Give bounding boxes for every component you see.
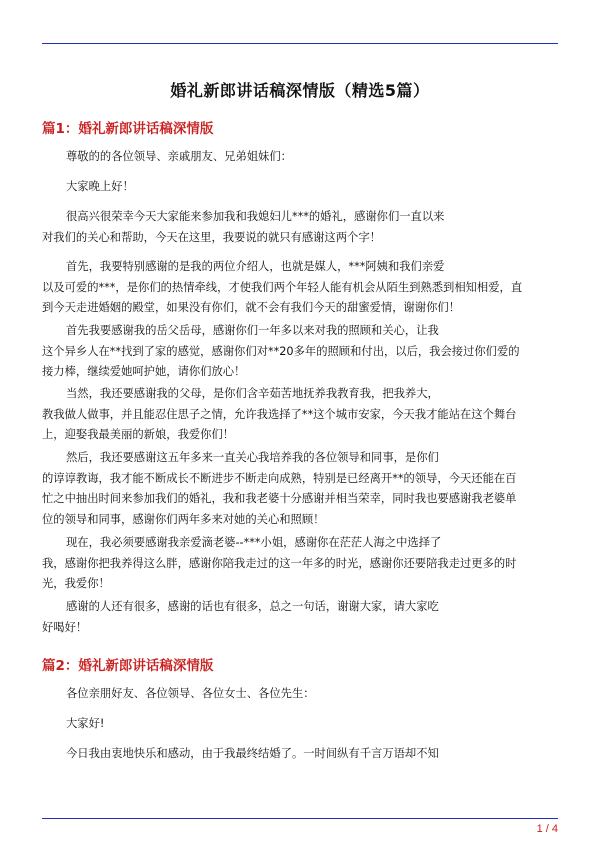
paragraph: [42, 684, 562, 705]
header-rule: [42, 43, 558, 44]
text-line: 各位亲朋好友、各位领导、各位女士、各位先生：: [66, 687, 315, 700]
text-line: 我，感谢你把我养得这么胖，感谢你陪我走过的这一年多的时光，感谢你还要陪我走过更多的时: [42, 556, 517, 570]
text-line: 位的领导和同事，感谢你们两年多来对她的关心和照顾！: [42, 512, 325, 526]
paragraph: [42, 384, 562, 446]
text-line: 到今天走进婚姻的殿堂，如果没有你们，就不会有我们今天的甜蜜爱情，谢谢你们！: [42, 301, 460, 314]
footer-rule: [42, 818, 558, 819]
paragraph: [42, 448, 562, 530]
text-line: 教我做人做事，并且能忍住思子之情，允许我选择了**这个城市安家，今天我才能站在这个舞台: [42, 407, 517, 421]
text-line: 今日我由衷地快乐和感动，由于我最终结婚了。一时间纵有千言万语却不知: [66, 747, 439, 760]
paragraph: [42, 177, 562, 198]
text-line: 首先，我要特别感谢的是我的两位介绍人，也就是媒人，***阿姨和我们亲爱: [66, 260, 445, 273]
text-line: 的谆谆教诲，我才能不断成长不断进步不断走向成熟，特别是已经离开**的领导，今天还能在百: [42, 471, 517, 485]
paragraph: [42, 714, 562, 735]
text-line: 尊敬的的各位领导、亲戚朋友、兄弟姐妹们：: [66, 150, 292, 163]
text-line: 当然，我还要感谢我的父母，是你们含辛茹苦地抚养我教育我，把我养大，: [66, 387, 439, 400]
section-heading-2: 篇2：婚礼新郎讲话稿深情版: [42, 658, 214, 674]
text-line: 大家晚上好！: [66, 180, 134, 193]
page-title: 婚礼新郎讲话稿深情版（精选5篇）: [170, 81, 430, 100]
text-line: 以及可爱的***，是你们的热情牵线，才使我们两个年轻人能有机会从陌生到熟悉到相知相爱，直: [42, 280, 523, 294]
text-line: 接力棒，继续爱她呵护她，请你们放心！: [42, 365, 246, 378]
paragraph: [42, 147, 562, 168]
text-line: 感谢的人还有很多，感谢的话也有很多，总之一句话，谢谢大家，请大家吃: [66, 600, 439, 613]
text-line: 然后，我还要感谢这五年多来一直关心我培养我的各位领导和同事，是你们: [66, 451, 439, 464]
text-line: 大家好!: [66, 717, 105, 730]
text-line: 现在，我必须要感谢我亲爱滴老婆--***小姐，感谢你在茫茫人海之中选择了: [66, 536, 442, 549]
section-heading-1: 篇1：婚礼新郎讲话稿深情版: [42, 121, 214, 137]
text-line: 这个异乡人在**找到了家的感觉，感谢你们对**20多年的照顾和付出，以后，我会接过你们爱的: [42, 344, 520, 358]
paragraph: [42, 744, 562, 765]
text-line: 上，迎娶我最美丽的新娘，我爱你们！: [42, 428, 235, 441]
text-line: 很高兴很荣幸今天大家能来参加我和我媳妇儿***的婚礼，感谢你们一直以来: [66, 210, 445, 223]
paragraph: [42, 533, 562, 595]
paragraph: [42, 207, 562, 248]
text-line: 忙之中抽出时间来参加我们的婚礼，我和我老婆十分感谢并相当荣幸，同时我也要感谢我老婆单: [42, 492, 517, 505]
text-line: 对我们的关心和帮助，今天在这里，我要说的就只有感谢这两个字！: [42, 230, 381, 244]
text-line: 好喝好！: [42, 620, 88, 634]
text-line: 光，我爱你！: [42, 577, 110, 590]
text-line: 首先我要感谢我的岳父岳母，感谢你们一年多以来对我的照顾和关心，让我: [66, 324, 439, 337]
paragraph: [42, 597, 562, 638]
paragraph: [42, 321, 562, 383]
paragraph: [42, 257, 562, 319]
page-indicator: 1 / 4: [536, 823, 558, 835]
